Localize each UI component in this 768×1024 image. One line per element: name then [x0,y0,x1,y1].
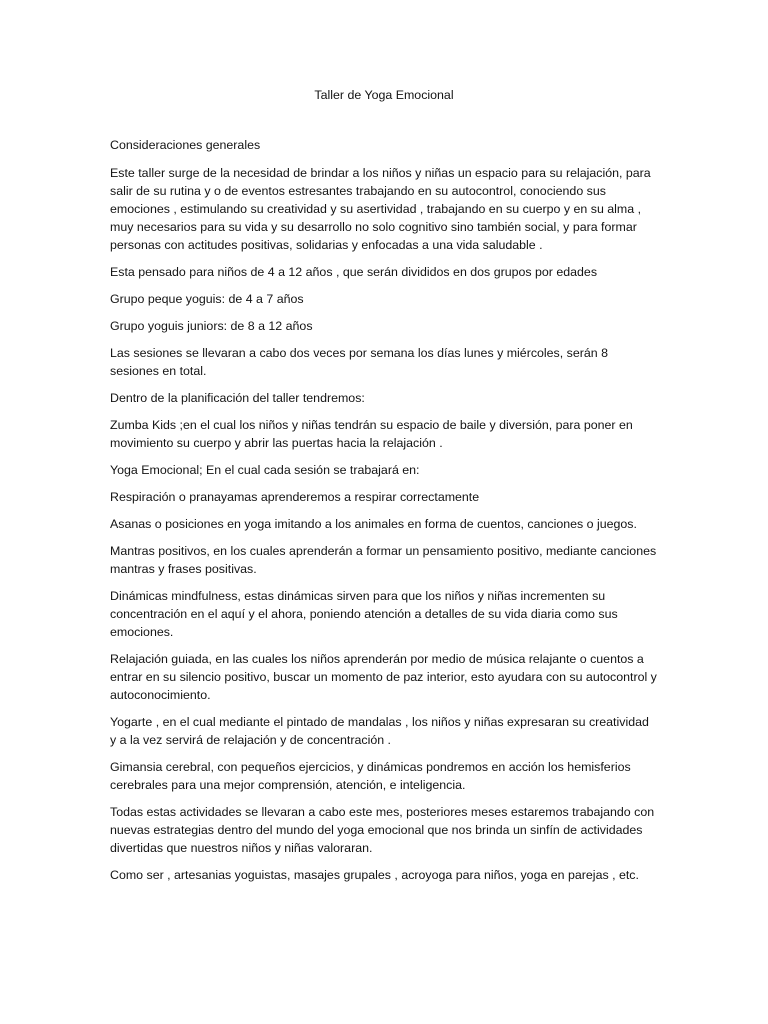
paragraph: Grupo peque yoguis: de 4 a 7 años [110,292,304,306]
paragraph: Respiración o pranayamas aprenderemos a respirar correctamente [110,490,480,504]
section-heading: Consideraciones generales [110,138,261,152]
paragraph: Esta pensado para niños de 4 a 12 años , que serán divididos en dos grupos por edades [110,265,598,279]
paragraph: Dentro de la planificación del taller tendremos: [110,391,365,405]
paragraph: Yoga Emocional; En el cual cada sesión se trabajará en: [110,463,420,477]
document-body [110,86,658,893]
paragraph: Asanas o posiciones en yoga imitando a los animales en forma de cuentos, canciones o juegos. [110,517,637,531]
document-title: Taller de Yoga Emocional [314,88,454,102]
paragraph: Este taller surge de la necesidad de brindar a los niños y niñas un espacio para su relajación, para salir de su rutina y o de eventos estresantes trabajando en su autocontrol, conociendo sus emociones , estimulando su creatividad y su asertividad , trabajando en su cuerpo y en su alma , muy necesarios para su vida y su desarrollo no solo cognitivo sino también social, y para formar personas con actitudes positivas, solidarias y enfocadas a una vida saludable . [110,166,651,252]
paragraph: Zumba Kids ;en el cual los niños y niñas tendrán su espacio de baile y diversión, para poner en movimiento su cuerpo y abrir las puertas hacia la relajación . [110,418,633,450]
paragraph: Grupo yoguis juniors: de 8 a 12 años [110,319,313,333]
paragraph: Relajación guiada, en las cuales los niños aprenderán por medio de música relajante o cuentos a entrar en su silencio positivo, buscar un momento de paz interior, esto ayudara con su autocontrol y autoconocimiento. [110,652,657,702]
paragraph: Yogarte , en el cual mediante el pintado de mandalas , los niños y niñas expresaran su creatividad y a la vez servirá de relajación y de concentración . [110,715,649,747]
paragraph: Mantras positivos, en los cuales aprenderán a formar un pensamiento positivo, mediante canciones mantras y frases positivas. [110,544,657,576]
paragraph: Como ser , artesanias yoguistas, masajes grupales , acroyoga para niños, yoga en parejas , etc. [110,868,639,882]
paragraph: Dinámicas mindfulness, estas dinámicas sirven para que los niños y niñas incrementen su concentración en el aquí y el ahora, poniendo atención a detalles de su vida diaria como sus emociones. [110,589,618,639]
paragraph: Todas estas actividades se llevaran a cabo este mes, posteriores meses estaremos trabajando con nuevas estrategias dentro del mundo del yoga emocional que nos brinda un sinfín de actividades divertidas que nuestros niños y niñas valoraran. [110,805,655,855]
paragraph: Las sesiones se llevaran a cabo dos veces por semana los días lunes y miércoles, serán 8 sesiones en total. [110,346,608,378]
paragraph: Gimansia cerebral, con pequeños ejercicios, y dinámicas pondremos en acción los hemisferios cerebrales para una mejor comprensión, atención, e inteligencia. [110,760,631,792]
